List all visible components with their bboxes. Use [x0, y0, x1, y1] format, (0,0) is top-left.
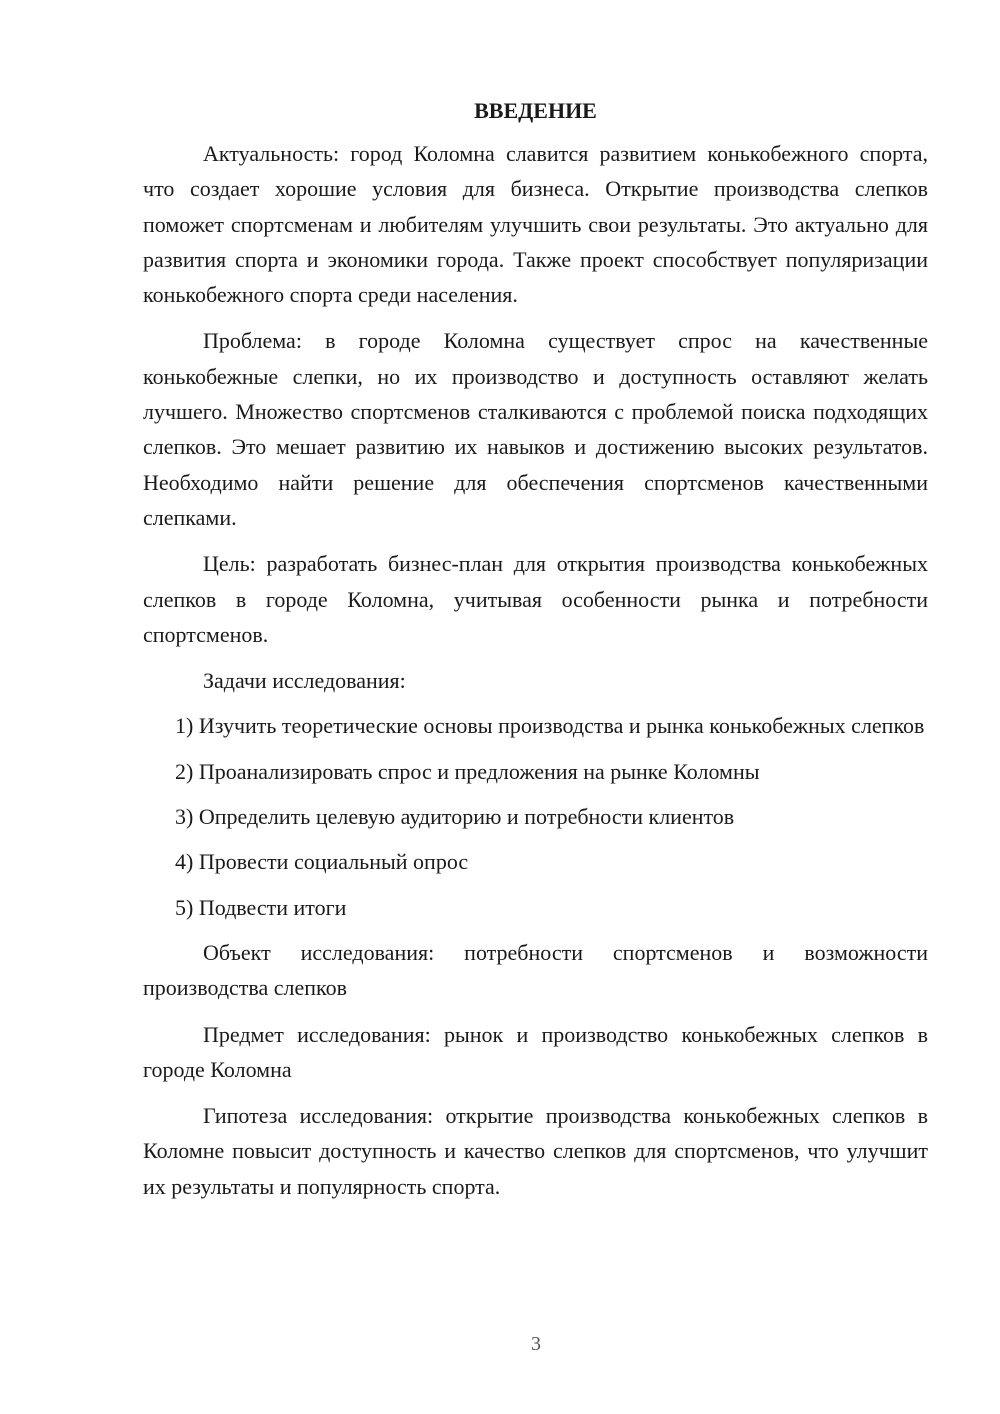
paragraph-hypothesis: Гипотеза исследования: открытие производства конькобежных слепков в Коломне повысит доступность и качество слепков для спортсменов, что улучшит их результаты и популярность спорта. [143, 1103, 928, 1199]
paragraph-relevance: Актуальность: город Коломна славится развитием конькобежного спорта, что создает хорошие условия для бизнеса. Открытие производства слепков поможет спортсменам и любителям улучшить свои результаты. Это актуально для развития спорта и экономики города. Также проект способствует популяризации конькобежного спорта среди населения. [143, 141, 928, 308]
paragraph-goal: Цель: разработать бизнес-план для открытия производства конькобежных слепков в городе Коломна, учитывая особенности рынка и потребности спортсменов. [143, 551, 928, 647]
task-item-1: 1) Изучить теоретические основы производства и рынка конькобежных слепков [175, 713, 925, 739]
document-page [143, 96, 928, 1215]
paragraph-subject: Предмет исследования: рынок и производство конькобежных слепков в городе Коломна [143, 1021, 928, 1082]
task-item-2: 2) Проанализировать спрос и предложения на рынке Коломны [175, 758, 760, 784]
tasks-heading: Задачи исследования: [203, 668, 406, 694]
document-title: ВВЕДЕНИЕ [474, 98, 597, 123]
page-number: 3 [531, 1333, 541, 1355]
task-item-3: 3) Определить целевую аудиторию и потребности клиентов [175, 804, 735, 830]
paragraph-object: Объект исследования: потребности спортсменов и возможности производства слепков [143, 939, 928, 1001]
task-item-4: 4) Провести социальный опрос [175, 849, 469, 875]
task-item-5: 5) Подвести итоги [175, 894, 347, 920]
paragraph-problem: Проблема: в городе Коломна существует спрос на качественные конькобежные слепки, но их производство и доступность оставляют желать лучшего. Множество спортсменов сталкиваются с проблемой поиска подходящих слепков. Это мешает развитию их навыков и достижению высоких результатов. Необходимо найти решение для обеспечения спортсменов качественными слепками. [143, 328, 928, 530]
